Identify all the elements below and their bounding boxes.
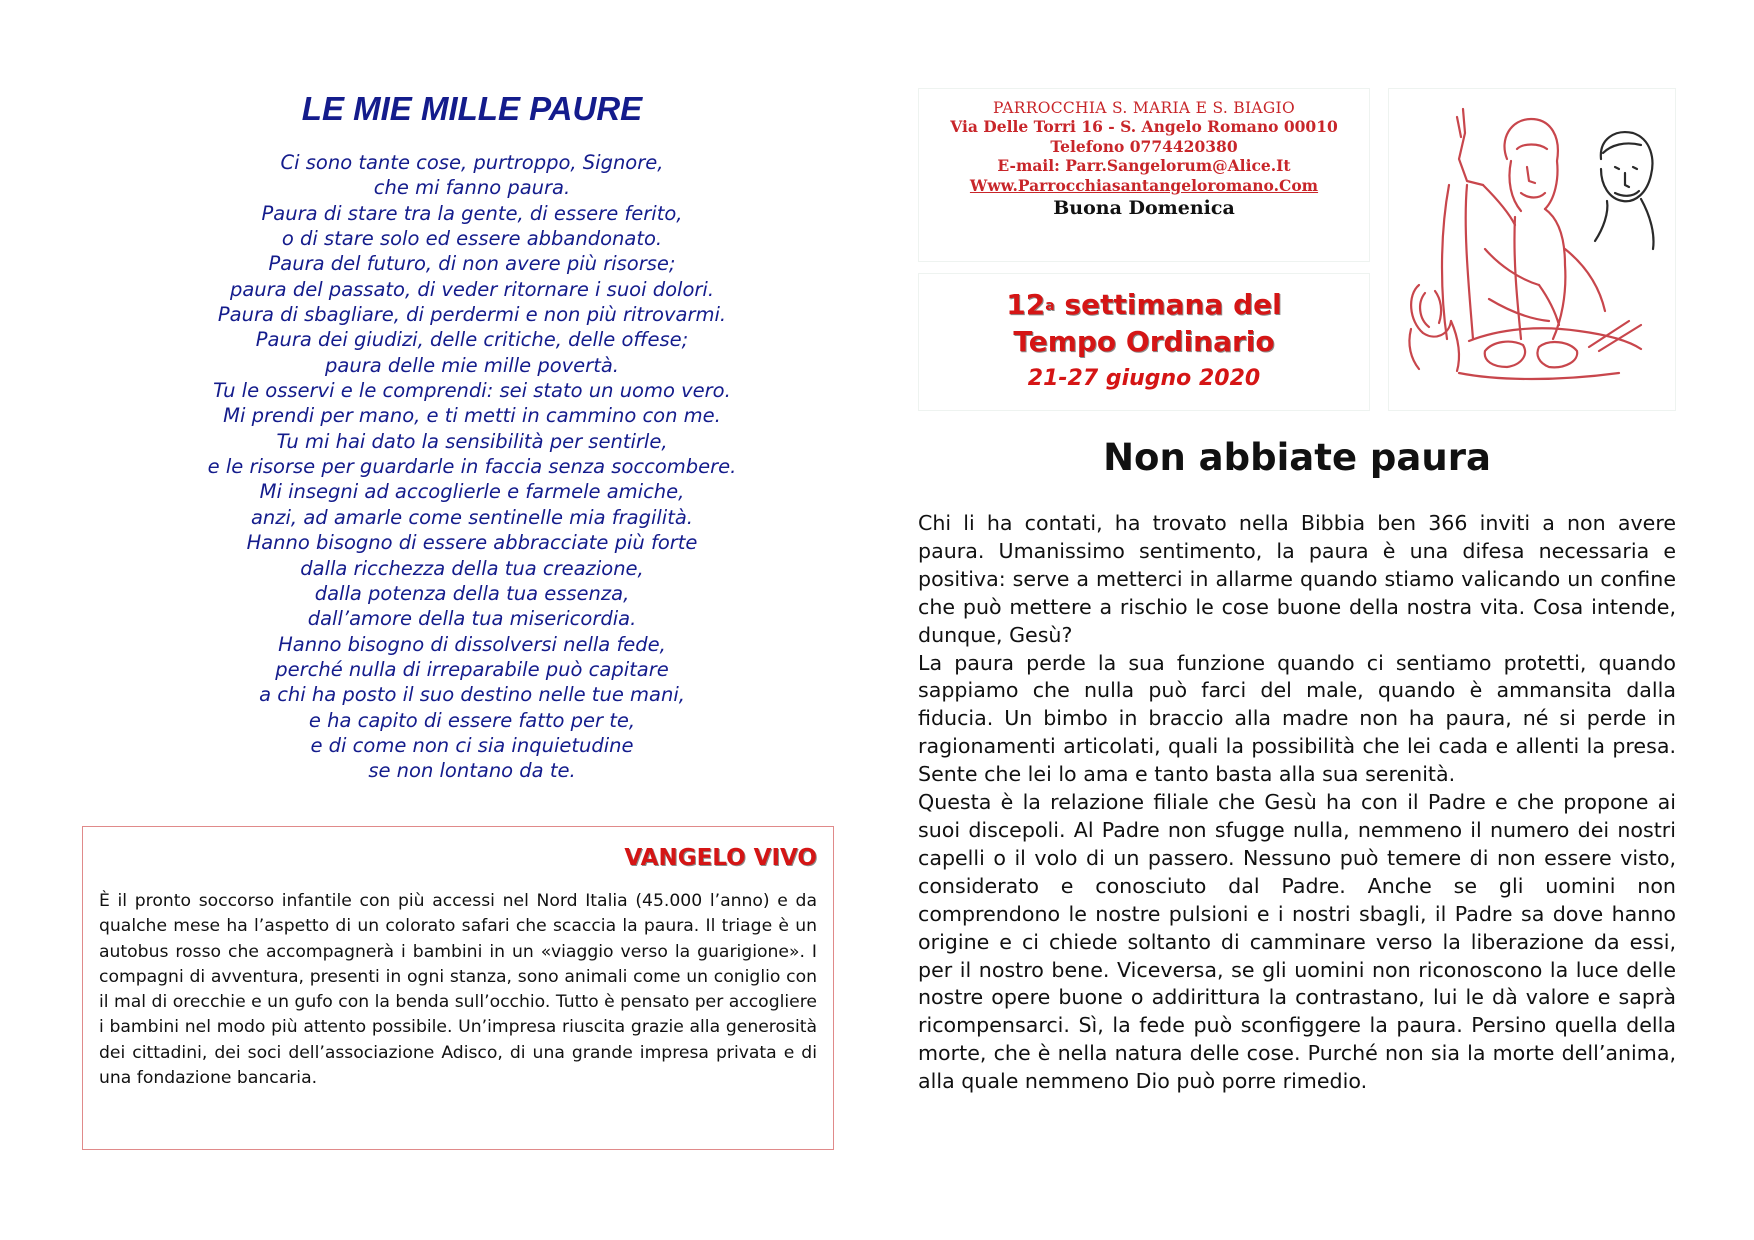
week-dates: 21-27 giugno 2020 bbox=[1027, 366, 1261, 391]
poem-line: paura del passato, di veder ritornare i suoi dolori. bbox=[229, 277, 715, 301]
poem-body bbox=[82, 150, 862, 784]
article-paragraph: Chi li ha contati, ha trovato nella Bibbia ben 366 inviti a non avere paura. Umanissimo sentimento, la paura è una difesa necessaria e positiva: serve a metterci in allarme quando stiamo valicando un confine che può mettere a rischio le cose buone della nostra vita. Cosa intende, dunque, Gesù? bbox=[918, 511, 1676, 647]
week-title-line2: Tempo Ordinario bbox=[1013, 325, 1275, 358]
greeting: Buona Domenica bbox=[1053, 197, 1235, 219]
poem-line: Hanno bisogno di essere abbracciate più forte bbox=[246, 531, 698, 555]
poem-line: e di come non ci sia inquietudine bbox=[310, 733, 634, 757]
poem-line: Paura dei giudizi, delle critiche, delle offese; bbox=[255, 328, 689, 352]
parish-info-box bbox=[918, 88, 1370, 262]
vangelo-vivo-title: VANGELO VIVO bbox=[624, 845, 817, 871]
poem-line: Paura di sbagliare, di perdermi e non più ritrovarmi. bbox=[217, 303, 727, 327]
parish-website-link[interactable]: Www.Parrocchiasantangeloromano.Com bbox=[969, 175, 1319, 195]
poem-line: o di stare solo ed essere abbandonato. bbox=[281, 227, 663, 251]
poem-line: anzi, ad amarle come sentinelle mia fragilità. bbox=[250, 505, 694, 529]
article-paragraph: Questa è la relazione filiale che Gesù ha con il Padre e che propone ai suoi discepoli. Al Padre non sfugge nulla, nemmeno il numero dei nostri capelli o il volo di un passero. Nessuno può temere di non essere visto, considerato e conosciuto dal Padre. Anche se gli uomini non comprendono le nostre pulsioni e i nostri sbagli, il Padre sa dove hanno origine e ci chiede soltanto di camminare verso la liberazione da essi, per il nostro bene. Viceversa, se gli uomini non riconoscono la luce delle nostre opere buone o addirittura la contrastano, lui le dà valore e saprà ricompensarci. Sì, la fede può sconfiggere la paura. Persino quella della morte, che è nella natura delle cose. Purché non sia la morte dell’anima, alla quale nemmeno Dio può porre rimedio. bbox=[918, 790, 1676, 1094]
week-title-line1: settimana del bbox=[1054, 288, 1282, 321]
article-body bbox=[918, 510, 1676, 1096]
poem-line: se non lontano da te. bbox=[368, 759, 576, 783]
poem-line: e le risorse per guardarle in faccia senza soccombere. bbox=[207, 455, 737, 479]
poem-line: dalla ricchezza della tua creazione, bbox=[300, 556, 644, 580]
poem-title: LE MIE MILLE PAURE bbox=[301, 90, 643, 127]
liturgical-week-box bbox=[918, 273, 1370, 411]
poem-line: perché nulla di irreparabile può capitare bbox=[275, 657, 669, 681]
poem-line: Tu mi hai dato la sensibilità per sentirle, bbox=[276, 429, 668, 453]
poem-line: a chi ha posto il suo destino nelle tue mani, bbox=[259, 683, 685, 707]
poem-line: Ci sono tante cose, purtroppo, Signore, bbox=[280, 151, 664, 174]
poem-line: dall’amore della tua misericordia. bbox=[307, 607, 637, 631]
vangelo-vivo-box bbox=[82, 826, 834, 1150]
parish-name: PARROCCHIA S. MARIA E S. BIAGIO bbox=[992, 99, 1295, 117]
poem-line: che mi fanno paura. bbox=[373, 176, 571, 200]
poem-line: paura delle mie mille povertà. bbox=[325, 353, 619, 377]
poem-line: Mi insegni ad accoglierle e farmele amiche, bbox=[259, 480, 685, 504]
article-title: Non abbiate paura bbox=[1103, 436, 1491, 479]
poem-line: Paura di stare tra la gente, di essere ferito, bbox=[261, 201, 683, 225]
parish-phone: Telefono 0774420380 bbox=[1050, 136, 1238, 156]
poem-line: Hanno bisogno di dissolversi nella fede, bbox=[278, 632, 666, 656]
poem-line: e ha capito di essere fatto per te, bbox=[308, 708, 636, 732]
poem-line: Paura del futuro, di non avere più risorse; bbox=[268, 252, 676, 276]
jesus-teaching-illustration-icon bbox=[1389, 89, 1675, 410]
vangelo-vivo-text: È il pronto soccorso infantile con più accessi nel Nord Italia (45.000 l’anno) e da qualche mese ha l’aspetto di un colorato safari che scaccia la paura. Il triage è un autobus rosso che accompagnerà i bambini in un «viaggio verso la guarigione». I compagni di avventura, presenti in ogni stanza, sono animali come un coniglio con il mal di orecchie e un gufo con la benda sull’occhio. Tutto è pensato per accogliere i bambini nel modo più attento possibile. Un’impresa riuscita grazie alla generosità dei cittadini, dei soci dell’associazione Adisco, di una grande impresa privata e di una fondazione bancaria. bbox=[99, 891, 817, 1089]
article-paragraph: La paura perde la sua funzione quando ci sentiamo protetti, quando sappiamo che nulla può farci del male, quando è ammansita dalla fiducia. Un bimbo in braccio alla madre non ha paura, né si perde in ragionamenti articolati, quali la possibilità che lei cada e allenti la presa. Sente che lei lo ama e tanto basta alla sua serenità. bbox=[918, 650, 1676, 787]
parish-email: E-mail: Parr.Sangelorum@Alice.It bbox=[997, 156, 1291, 175]
week-title bbox=[919, 286, 1369, 360]
poem-line: Tu le osservi e le comprendi: sei stato un uomo vero. bbox=[213, 379, 731, 403]
poem-line: Mi prendi per mano, e ti metti in cammino con me. bbox=[223, 404, 721, 428]
week-number: 12 bbox=[1006, 288, 1046, 321]
illustration-box bbox=[1388, 88, 1676, 411]
poem-line: dalla potenza della tua essenza, bbox=[314, 581, 630, 605]
week-ordinal: a bbox=[1045, 298, 1055, 314]
parish-address: Via Delle Torri 16 - S. Angelo Romano 00010 bbox=[950, 117, 1338, 136]
